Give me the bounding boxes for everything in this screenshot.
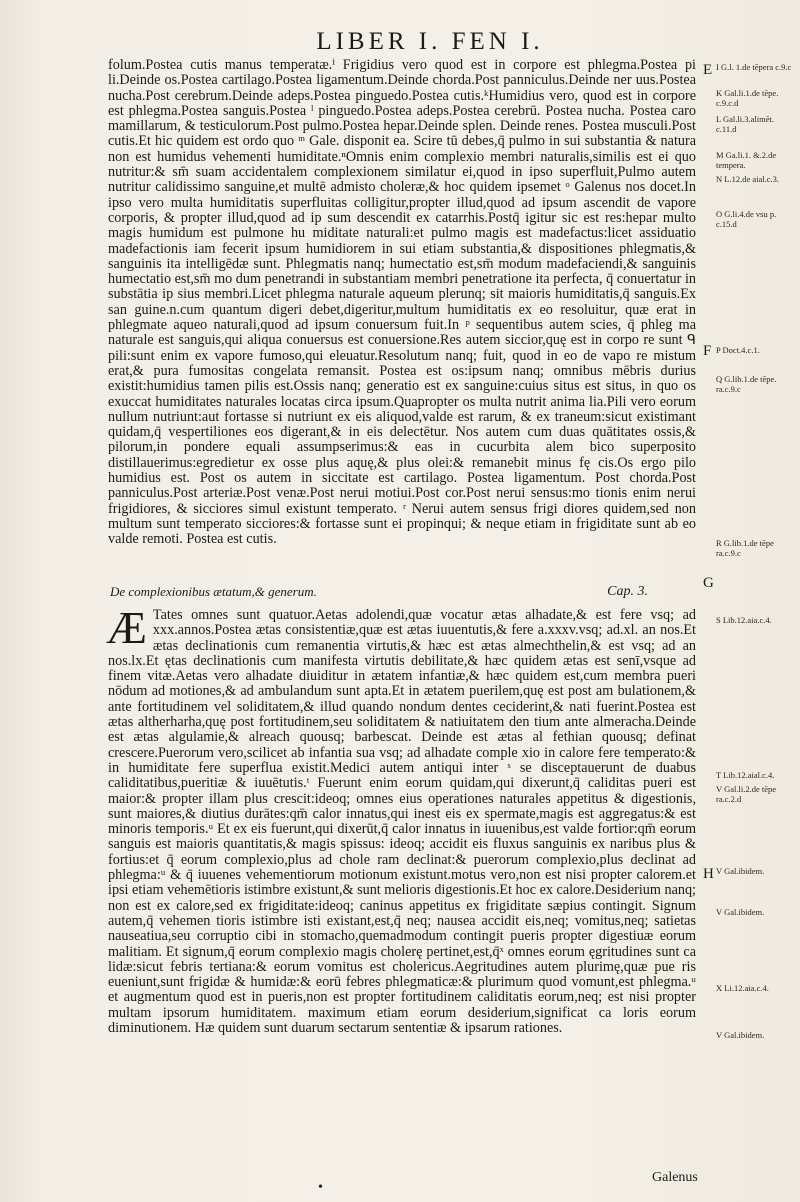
paragraph-1: folum.Postea cutis manus temperatæ.ⁱ Frigidius vero quod est in corpore est phlegma.Postea pi li.Deinde os.Postea cartilago.Postea ligamentum.Deinde chorda.Post panniculus.Deinde ner uus.Postea nucha.Post cerebrum.Deinde adeps.Postea pinguedo.Postea cutis.ᵏHumidius vero, quod est in corpore est phlegma.Postea sanguis.Postea ˡ pinguedo.Postea adeps.Postea cerebrū. Postea nucha. Postea caro mamillarum, & testiculorum.Post pulmo.Postea hepar.Deinde splen. Deinde renes. Postea musculi.Post cutis.Et hic quidem est ordo quo ᵐ Gale. disponit ea. Scire tū debes,q̄ pulmo in sui substantia & natura non est humidus vehementi humiditate.ⁿOmnis enim complexio membri naturalis,similis est ei quo nutritur:& sm̄ suam accidentalem complexionem similatur ei,quod in ipso superfluit,Pulmo autem nutritur calidissimo sanguine,et multē admisto choleræ,& hoc quidem ipsemet ᵒ Galenus nos docet.In ipso vero multa humiditatis superfluitas colligitur,propter illud,quod ad ipsum ascendit de vapore corporis, & propter illud,quod ad ip sum descendit ex catarrhis.Postq̄ igitur sic est res:hepar multo magis humidum est pulmone hu miditate naturali:et pulmo magis est madefactus:licet assiduatio madefactionis iam fecerit ipsum humidiorem in sui etiam substantia,& dispositiones phlegmatis,& sanguinis ita intelligēdæ sunt. Phlegmatis nanq; humectatio est,sm̄ modum madefaciendi,& sanguinis humectatio est,sm̄ mo dum penetrandi in substantiam membri penetratione ita perfecta, q̄ conuertatur in substātia ip sius membri.Licet phlegma naturale aqueum plerunq; sit maioris humiditatis,q̄ sanguis.Ex san guine.n.cum quantum digeri debet,digeritur,multum humiditatis ex eo resoluitur, quæ erat in phlegmate aqueo naturali,quod ad ipsum conuersum fuit.In ᵖ sequentibus autem scies, q̄ phleg ma naturale est sanguis,qui aliqua conuersus est conuersione.Res autem siccior,quę est in corpo re sunt ᑫ pili:sunt enim ex vapore fumoso,qui eleuatur.Resolutum nanq; fuit, quod in eo de vapo re mistum erat,& pura fumositas congelata remansit. Postea est os:ipsum nanq; omnibus mēbris durius existit:humidius tamen pilis est.Ossis nanq; generatio est ex sanguine:cuius situs est situs, in quo os exuccat humiditates naturales locatas circa ipsum.Quapropter os multa nutrit anima lia.Pili vero eorum nullum nutriunt:aut fortasse si nutriunt ex eis aliquod,valde est rarum, & ex traneum:sicut existimant quidam,q̄ vespertiliones eos digerant,& in eis delectētur. Nos autem cum duas quātitates ossis,& pilorum,in pondere equali assumpserimus:& eas in cucurbita alem bico superposito distillauerimus:egredietur ex osse plus aquę,& plus olei:& remanebit minus fę cis.Os ergo pilo humidius est. Post os autem in siccitate est cartilago. Postea ligamentum. Post chorda.Post panniculus.Post arteriæ.Post venæ.Post nerui motiui.Post cor.Post nerui sensus:mo tionis enim nerui frigidiores, & sicciores simul existunt temperato. ʳ Nerui autem sensus frigi diores quidem,sed non multum sunt temperato sicciores:& fortasse sunt ei propinqui; & neque etiam in frigiditate sunt ab eo valde remoti. Postea est cutis.	[108, 57, 696, 548]
section-heading	[110, 584, 698, 600]
margin-note: L Gal.li.3.alimēt. c.11.d	[716, 114, 774, 134]
page-title: LIBER I. FEN I.	[316, 28, 544, 55]
margin-note: V Gal.ibidem.	[716, 907, 765, 917]
margin-note: P Doct.4.c.1.	[716, 345, 760, 355]
margin-letter: F	[703, 343, 712, 359]
text-block-1	[108, 58, 696, 548]
margin-letter: E	[703, 62, 713, 78]
margin-note: K Gal.li.1.de tēpe. c.9.c.d	[716, 88, 779, 108]
catchword: Galenus	[652, 1170, 698, 1185]
margin-note: R G.lib.1.de tēpe ra.c.9.c	[716, 538, 774, 558]
running-head	[0, 28, 800, 56]
margin-note: V Gal.ibidem.	[716, 1030, 765, 1040]
ornament-dot: •	[318, 1180, 323, 1195]
text-block-2	[106, 602, 696, 1037]
margin-note: X Li.12.aia.c.4.	[716, 983, 769, 993]
margin-note: N L.12.de aial.c.3.	[716, 174, 780, 184]
margin-note: I G.l. 1.de tēpera c.9.c	[716, 62, 792, 72]
section-title: De complexionibus ætatum,& generum.	[110, 584, 317, 599]
margin-letter: H	[703, 866, 714, 882]
paragraph-2: Tates omnes sunt quatuor.Aetas adolendi,quæ vocatur ætas alhadate,& est fere vsq; ad xxx.annos.Postea ætas consistentiæ,quæ est ætas iuuentutis,& fere a.xxxv.vsq; ad.xl. an nos.Et ætas declinationis cum remanentia virtutis,& hæc est ætas almechthelin,& est vsq; ad an nos.lx.Et ętas declinationis cum manifesta virtutis debilitate,& hæc quidem ætas est senī,vsque ad finem vitæ.Aetas vero alhadate diuiditur in ætatem infantiæ,& hæc quidem est,cum membra pueri nōdum ad motiones,& ad ambulandum sunt apta.Et in ætatem puerilem,quę est post am bulationem,& ante fortitudinem vel soliditatem,& illud quando nondum dentes ceciderint,& nati fuerint.Postea est ætas altherharha,quę post fortitudinem,seu soliditatem & natiuitatem den tium ante almeracha.Deinde est ætas algulamie,& alreach quousq; barbescat. Deinde est ætas al fethian quousq; definat crescere.Puerorum vero,scilicet ab infantia sua vsq; ad alhadate comple xio in calore fere temperato:& in humiditate fere superflua existit.Medici autem antiqui inter ˢ se disceptauerunt de duabus caliditatibus,pueritiæ & iuuētutis.ᵗ Fuerunt enim eorum quidam,qui dixerunt,q̄ caliditas pueri est maior:& propter illam plus crescit:ideoq; omnes eius operationes naturales appetitus & digestionis, sunt maiores,& diutius durātes:qm̄ calor innatus,qui inest eis ex spermate,magis est aggregatus:& est minoris temporis.ᵘ Et ex eis fuerunt,qui dixerūt,q̄ calor innatus in iuuenibus,est valde fortior:qm̄ eorum sanguis est maioris quantitatis,& magis spissus: ideoq; accidit eis fluxus sanguinis ex naribus plus & fortius:et q̄ eorum complexio,plus ad chole ram declinat:& puerorum complexio,plus declinat ad phlegma:ᵘ & q̄ iuuenes vehementiorum motionum existunt.motus vero,non est nisi propter calorem.et ipsi etiam vehemētioris istimbre existunt,& sunt melioris digestionis.Et hoc ex calore.Desiderium nanq; non est ex calore,sed ex frigiditate:ideoq; caninus appetitus ex frigiditate sæpius contingit. Signum autem,q̄ vehemen tioris istimbre isti existant,est,q̄ neq; nausea accidit eis,neq; vomitus,neq; satietas nauseatiua,seu corruptio cibi in stomacho,quemadmodum contingit pueris propter digestiuæ eorum malitiam. Et signum,q̄ eorum complexio magis cholerę pertinet,est,q̄ˣ omnes eorum ęgritudines sunt ca lidæ:sicut febris tertiana:& eorum vomitus est cholericus.Aegritudines autem plurimę,quæ pue ris eueniunt,sunt frigidæ & humidæ:& eorū febres phlegmaticæ:& plurimum quod vomunt,est phlegma.ᵘ et augmentum quod est in pueris,non est propter fortitudinem caliditatis eorum,neq; est nisi propter multam ipsorum humiditatem. maximum etiam eorum desiderium,significat ca loris eorum diminutionem. Hæ quidem sunt duarum sectarum sententiæ & ipsarum rationes.	[108, 607, 696, 1037]
margin-note: M Ga.li.1. &.2.de tempera.	[716, 150, 777, 170]
margin-note: T Lib.12.aial.c.4.	[716, 770, 775, 780]
drop-cap-initial: Æ	[106, 602, 147, 653]
margin-note: V Gal.ibidem.	[716, 866, 765, 876]
margin-note: O G.li.4.de vsu p. c.15.d	[716, 209, 777, 229]
margin-note: Q G.lib.1.de tēpe. ra.c.9.c	[716, 374, 777, 394]
chapter-label: Cap. 3.	[607, 584, 648, 599]
margin-note: V Gal.li.2.de tēpe ra.c.2.d	[716, 784, 777, 804]
margin-note: S Lib.12.aia.c.4.	[716, 615, 772, 625]
margin-letter: G	[703, 575, 714, 591]
